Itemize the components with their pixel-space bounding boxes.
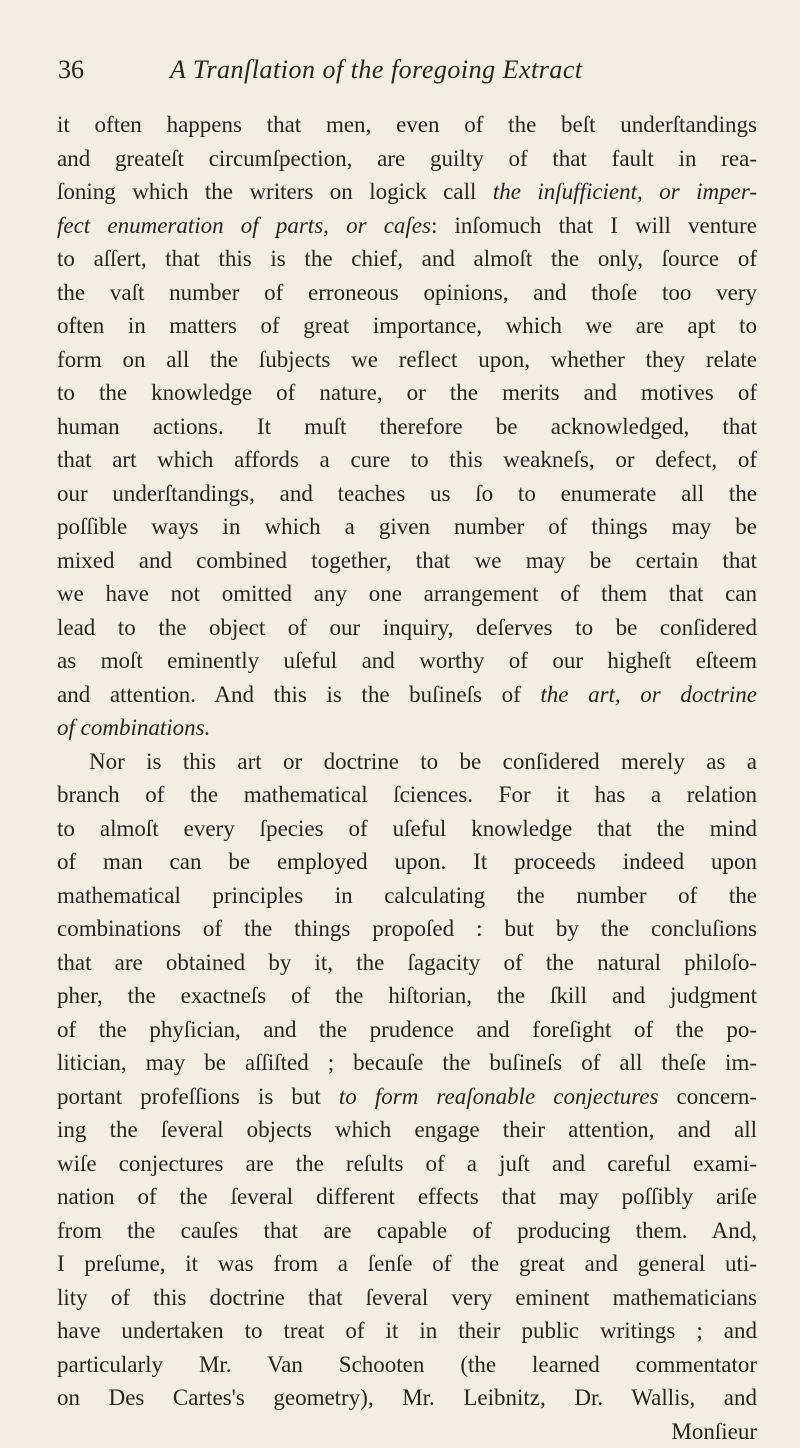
text-run: concern-	[658, 1084, 757, 1109]
text-line	[57, 879, 757, 913]
text-run: portant profeſſions is but	[57, 1084, 339, 1109]
text-run: it often happens that men, even of the beſt underſtandings	[57, 112, 757, 137]
text-run: poſſible ways in which a given number of things may be	[57, 514, 757, 539]
text-run: have undertaken to treat of it in their public writings ; and	[57, 1318, 757, 1343]
text-line	[57, 711, 757, 745]
text-run: the vaſt number of erroneous opinions, and thoſe too very	[57, 280, 757, 305]
text-run: as moſt eminently uſeful and worthy of our higheſt eſteem	[57, 648, 757, 673]
body-text	[57, 108, 757, 1448]
italic-text: fect enumeration of parts, or caſes	[57, 213, 431, 238]
text-run: ſoning which the writers on logick call	[57, 179, 493, 204]
text-run: often in matters of great importance, which we are apt to	[57, 313, 757, 338]
text-line	[57, 276, 757, 310]
text-line	[57, 1180, 757, 1214]
text-line	[57, 1381, 757, 1415]
text-line	[57, 175, 757, 209]
text-run: to the knowledge of nature, or the merits and motives of	[57, 380, 757, 405]
text-run: lity of this doctrine that ſeveral very eminent mathematicians	[57, 1285, 757, 1310]
running-head	[58, 50, 748, 90]
text-line	[57, 376, 757, 410]
text-run: that art which affords a cure to this weakneſs, or defect, of	[57, 447, 757, 472]
text-run: to aſſert, that this is the chief, and almoſt the only, ſource of	[57, 246, 757, 271]
text-run: mixed and combined together, that we may be certain that	[57, 548, 757, 573]
text-line	[57, 410, 757, 444]
page-number: 36	[58, 50, 84, 90]
text-run: pher, the exactneſs of the hiſtorian, the ſkill and judgment	[57, 983, 757, 1008]
text-run: branch of the mathematical ſciences. For it has a relation	[57, 782, 757, 807]
text-line	[57, 242, 757, 276]
text-line	[57, 611, 757, 645]
text-run: that are obtained by it, the ſagacity of the natural philoſo-	[57, 950, 757, 975]
text-run: to almoſt every ſpecies of uſeful knowledge that the mind	[57, 816, 757, 841]
text-line	[57, 309, 757, 343]
text-line	[57, 209, 757, 243]
text-line	[57, 979, 757, 1013]
text-run: litician, may be aſſiſted ; becauſe the buſineſs of all theſe im-	[57, 1050, 757, 1075]
running-title: A Tranſlation of the foregoing Extract	[170, 50, 583, 90]
text-run: human actions. It muſt therefore be acknowledged, that	[57, 414, 757, 439]
text-run: we have not omitted any one arrangement of them that can	[57, 581, 757, 606]
text-run: I preſume, it was from a ſenſe of the great and general uti-	[57, 1251, 757, 1276]
text-line	[57, 510, 757, 544]
text-run: mathematical principles in calculating the number of the	[57, 883, 757, 908]
text-line	[57, 477, 757, 511]
text-line	[57, 142, 757, 176]
text-run: of man can be employed upon. It proceeds indeed upon	[57, 849, 757, 874]
text-line	[57, 1147, 757, 1181]
text-line	[57, 577, 757, 611]
text-line	[57, 1348, 757, 1382]
text-run: Nor is this art or doctrine to be conſidered merely as a	[89, 749, 757, 774]
text-line	[57, 778, 757, 812]
text-line	[57, 443, 757, 477]
text-line	[57, 644, 757, 678]
text-run: of the phyſician, and the prudence and foreſight of the po-	[57, 1017, 757, 1042]
text-run: from the cauſes that are capable of producing them. And,	[57, 1218, 757, 1243]
text-run: combinations of the things propoſed : but by the concluſions	[57, 916, 757, 941]
italic-text: to form reaſonable conjectures	[339, 1084, 659, 1109]
italic-text: of combinations.	[57, 715, 210, 740]
italic-text: the inſufficient, or imper-	[493, 179, 757, 204]
text-line	[57, 812, 757, 846]
text-line	[57, 912, 757, 946]
text-line	[57, 845, 757, 879]
text-line	[57, 1080, 757, 1114]
text-line	[57, 1314, 757, 1348]
text-run: ing the ſeveral objects which engage their attention, and all	[57, 1117, 757, 1142]
text-run: wiſe conjectures are the reſults of a juſt and careful exami-	[57, 1151, 757, 1176]
text-line	[57, 678, 757, 712]
text-line	[57, 946, 757, 980]
catchword-line	[57, 1415, 757, 1448]
text-run: our underſtandings, and teaches us ſo to enumerate all the	[57, 481, 757, 506]
text-line	[57, 108, 757, 142]
text-run: nation of the ſeveral different effects that may poſſibly ariſe	[57, 1184, 757, 1209]
text-line	[57, 1214, 757, 1248]
text-run: : inſomuch that I will venture	[431, 213, 757, 238]
text-line	[57, 1247, 757, 1281]
text-line	[57, 1046, 757, 1080]
text-line	[57, 343, 757, 377]
text-run: particularly Mr. Van Schooten (the learned commentator	[57, 1352, 757, 1377]
text-run: Monſieur	[671, 1419, 757, 1444]
text-line	[57, 745, 757, 779]
italic-text: the art, or doctrine	[540, 682, 757, 707]
text-line	[57, 1281, 757, 1315]
text-line	[57, 544, 757, 578]
text-line	[57, 1113, 757, 1147]
text-run: on Des Cartes's geometry), Mr. Leibnitz, Dr. Wallis, and	[57, 1385, 757, 1410]
text-run: and greateſt circumſpection, are guilty of that fault in rea-	[57, 146, 757, 171]
text-run: form on all the ſubjects we reflect upon, whether they relate	[57, 347, 757, 372]
text-line	[57, 1013, 757, 1047]
text-run: lead to the object of our inquiry, deſerves to be conſidered	[57, 615, 757, 640]
text-run: and attention. And this is the buſineſs of	[57, 682, 540, 707]
